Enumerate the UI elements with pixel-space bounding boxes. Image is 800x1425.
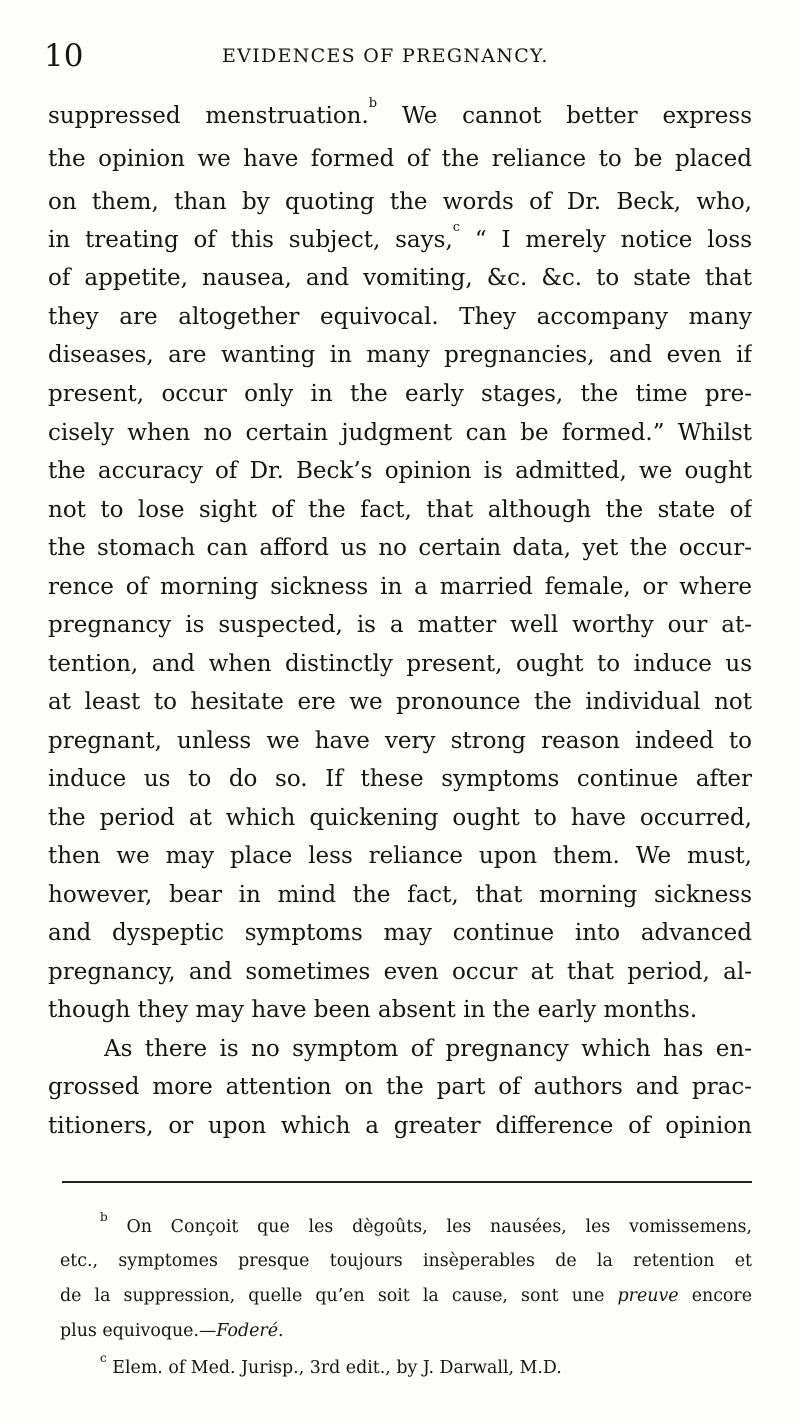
body-line: titioners, or upon which a greater difference of opinion <box>48 1113 752 1139</box>
body-line: grossed more attention on the part of authors and prac- <box>48 1074 752 1100</box>
body-line: in treating of this subject, says,$^c$ “ I merely notice loss <box>48 221 752 253</box>
body-line: the accuracy of Dr. Beck’s opinion is admitted, we ought <box>48 458 752 484</box>
body-line: cisely when no certain judgment can be formed.” Whilst <box>48 420 752 446</box>
body-line: the stomach can afford us no certain data, yet the occur- <box>48 535 752 561</box>
footnote-b-line: plus equivoque.—Foderé. <box>60 1321 284 1341</box>
body-line: induce us to do so. If these symptoms continue after <box>48 766 752 792</box>
body-line: the period at which quickening ought to have occurred, <box>48 805 752 831</box>
page-header <box>44 34 764 78</box>
footnote-b-line: $^b$ On Conçoit que les dègoûts, les nausées, les vomissemens, <box>100 1211 752 1237</box>
body-line-paragraph-end: though they may have been absent in the early months. <box>48 997 698 1023</box>
footnote-b-line: de la suppression, quelle qu’en soit la cause, sont une preuve encore <box>60 1286 752 1306</box>
body-line: then we may place less reliance upon them. We must, <box>48 843 752 869</box>
body-line: they are altogether equivocal. They accompany many <box>48 304 752 330</box>
body-line: on them, than by quoting the words of Dr. Beck, who, <box>48 189 752 215</box>
footnote-italic-word: preuve <box>617 1286 679 1306</box>
footnote-rule <box>62 1181 752 1183</box>
body-line: the opinion we have formed of the reliance to be placed <box>48 146 752 172</box>
body-line: tention, and when distinctly present, ought to induce us <box>48 651 752 677</box>
footnote-c-line: $^c$ Elem. of Med. Jurisp., 3rd edit., by J. Darwall, M.D. <box>100 1352 562 1378</box>
body-line-paragraph-start: As there is no symptom of pregnancy which has en- <box>104 1036 752 1062</box>
body-line: and dyspeptic symptoms may continue into advanced <box>48 920 752 946</box>
body-line: at least to hesitate ere we pronounce the individual not <box>48 689 752 715</box>
body-line: pregnancy is suspected, is a matter well worthy our at- <box>48 612 752 638</box>
footnote-marker-b: b <box>368 97 378 111</box>
body-line: however, bear in mind the fact, that morning sickness <box>48 882 752 908</box>
body-line: diseases, are wanting in many pregnancies, and even if <box>48 342 752 368</box>
running-head: EVIDENCES OF PREGNANCY. <box>222 45 549 67</box>
body-line: pregnancy, and sometimes even occur at that period, al- <box>48 959 752 985</box>
footnote-author: Foderé. <box>216 1321 284 1341</box>
footnote-c-marker: c <box>100 1352 107 1365</box>
body-line: present, occur only in the early stages, the time pre- <box>48 381 752 407</box>
page-number: 10 <box>44 38 84 74</box>
body-line: rence of morning sickness in a married female, or where <box>48 574 752 600</box>
footnote-marker-c: c <box>452 221 461 235</box>
footnote-b-marker: b <box>100 1211 108 1224</box>
body-line: of appetite, nausea, and vomiting, &c. &c. to state that <box>48 265 752 291</box>
body-line: suppressed menstruation.$^b$ We cannot better express <box>48 97 752 129</box>
body-line: pregnant, unless we have very strong reason indeed to <box>48 728 752 754</box>
footnote-b-line: etc., symptomes presque toujours insèperables de la retention et <box>60 1251 752 1271</box>
body-line: not to lose sight of the fact, that although the state of <box>48 497 752 523</box>
